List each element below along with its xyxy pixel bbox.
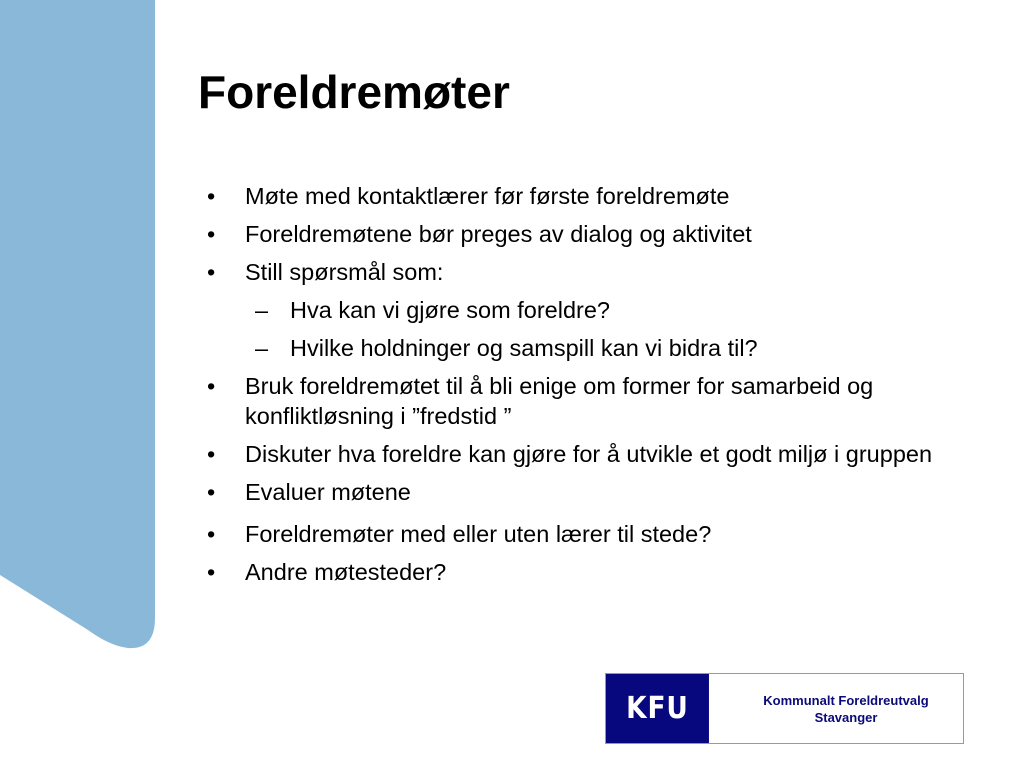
bullet-item — [205, 181, 975, 211]
bullet-item — [205, 219, 975, 249]
bullet-marker: • — [207, 441, 216, 467]
sub-bullet-text: Hvilke holdninger og samspill kan vi bidra til? — [290, 335, 758, 361]
bullet-item — [205, 257, 975, 287]
bullet-marker: • — [207, 183, 216, 209]
kfu-logo-name: Kommunalt Foreldreutvalg — [763, 692, 929, 708]
bullet-marker: • — [207, 221, 216, 247]
bullet-item — [205, 519, 975, 549]
bullet-item — [205, 371, 975, 431]
sub-bullet-marker: – — [255, 335, 269, 361]
kfu-logo — [605, 673, 964, 744]
sub-bullet-text: Hva kan vi gjøre som foreldre? — [290, 297, 610, 323]
bullet-text: Diskuter hva foreldre kan gjøre for å utvikle et godt miljø i gruppen — [245, 441, 933, 467]
bullet-marker: • — [207, 521, 216, 547]
bullet-item — [205, 477, 975, 507]
bullet-text: Møte med kontaktlærer før første foreldremøte — [245, 183, 730, 209]
kfu-logo-text — [723, 674, 963, 743]
bullet-text: Still spørsmål som: — [245, 259, 444, 285]
sub-bullet-item — [205, 333, 975, 363]
bullet-marker: • — [207, 259, 216, 285]
bullet-item — [205, 557, 975, 587]
bullet-text: Bruk foreldremøtet til å bli enige om former for samarbeid og konfliktløsning i ”fredstid ” — [245, 373, 874, 429]
bullet-text: Foreldremøtene bør preges av dialog og aktivitet — [245, 221, 752, 247]
bullet-list — [205, 181, 975, 595]
sub-bullet-marker: – — [255, 297, 269, 323]
sub-bullet-item — [205, 295, 975, 325]
side-decoration — [0, 0, 160, 660]
bullet-marker: • — [207, 559, 216, 585]
slide-title: Foreldremøter — [198, 66, 510, 118]
bullet-marker: • — [207, 373, 216, 399]
bullet-text: Evaluer møtene — [245, 479, 411, 505]
bullet-text: Foreldremøter med eller uten lærer til stede? — [245, 521, 712, 547]
bullet-item — [205, 439, 975, 469]
kfu-logo-block: KFU — [606, 674, 709, 743]
kfu-logo-city: Stavanger — [814, 709, 878, 725]
bullet-marker: • — [207, 479, 216, 505]
bullet-text: Andre møtesteder? — [245, 559, 447, 585]
